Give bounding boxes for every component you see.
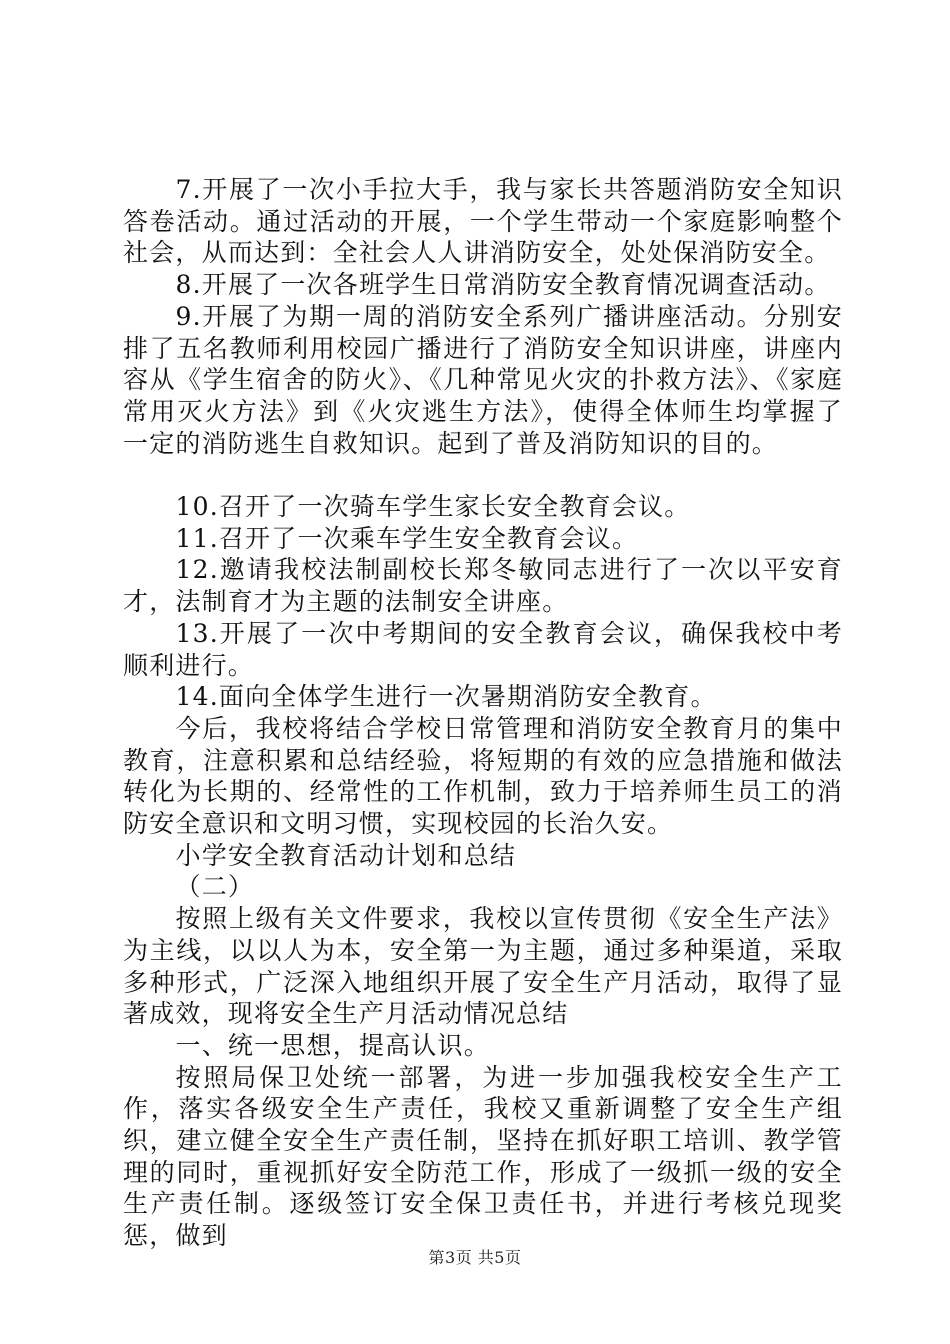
section-title: 小学安全教育活动计划和总结	[175, 840, 517, 870]
paragraph-item-10: 10.召开了一次骑车学生家长安全教育会议。	[175, 492, 691, 522]
paragraph-body: 按照局保卫处统一部署，为进一步加强我校安全生产工作，落实各级安全生产责任，我校又重新调整了安全生产组织，建立健全安全生产责任制，坚持在抓好职工培训、教学管理的同时，重视抓好安全防范工作，形成了一级抓一级的安全生产责任制。逐级签订安全保卫责任书，并进行考核兑现奖惩，做到	[123, 1062, 843, 1251]
paragraph-item-12: 12.邀请我校法制副校长郑冬敏同志进行了一次以平安育才，法制育才为主题的法制安全讲座。	[123, 555, 843, 617]
paragraph-item-14: 14.面向全体学生进行一次暑期消防安全教育。	[175, 682, 717, 712]
paragraph-item-11: 11.召开了一次乘车学生安全教育会议。	[175, 523, 639, 553]
section-heading: 一、统一思想，提高认识。	[175, 1030, 490, 1060]
paragraph-item-7: 7.开展了一次小手拉大手，我与家长共答题消防安全知识答卷活动。通过活动的开展，一个学生带动一个家庭影响整个社会，从而达到：全社会人人讲消防安全，处处保消防安全。	[123, 175, 843, 268]
paragraph-item-13: 13.开展了一次中考期间的安全教育会议，确保我校中考顺利进行。	[123, 618, 843, 680]
paragraph-item-9: 9.开展了为期一周的消防安全系列广播讲座活动。分别安排了五名教师利用校园广播进行了消防安全知识讲座，讲座内容从《学生宿舍的防火》、《几种常见火灾的扑救方法》、《家庭常用灭火方法》到《火灾逃生方法》，使得全体师生均掌握了一定的消防逃生自救知识。起到了普及消防知识的目的。	[123, 301, 843, 458]
page-footer: 第3页 共5页	[428, 1248, 522, 1267]
paragraph-intro: 按照上级有关文件要求，我校以宣传贯彻《安全生产法》为主线，以以人为本，安全第一为主题，通过多种渠道，采取多种形式，广泛深入地组织开展了安全生产月活动，取得了显著成效，现将安全生产月活动情况总结	[123, 904, 843, 1029]
document-body	[123, 174, 843, 1252]
paragraph-item-8: 8.开展了一次各班学生日常消防安全教育情况调查活动。	[175, 270, 831, 300]
paragraph-conclusion: 今后，我校将结合学校日常管理和消防安全教育月的集中教育，注意积累和总结经验，将短期的有效的应急措施和做法转化为长期的、经常性的工作机制，致力于培养师生员工的消防安全意识和文明习惯，实现校园的长治久安。	[123, 713, 843, 839]
paragraph-spacer	[123, 459, 843, 491]
section-number: （二）	[175, 872, 255, 902]
